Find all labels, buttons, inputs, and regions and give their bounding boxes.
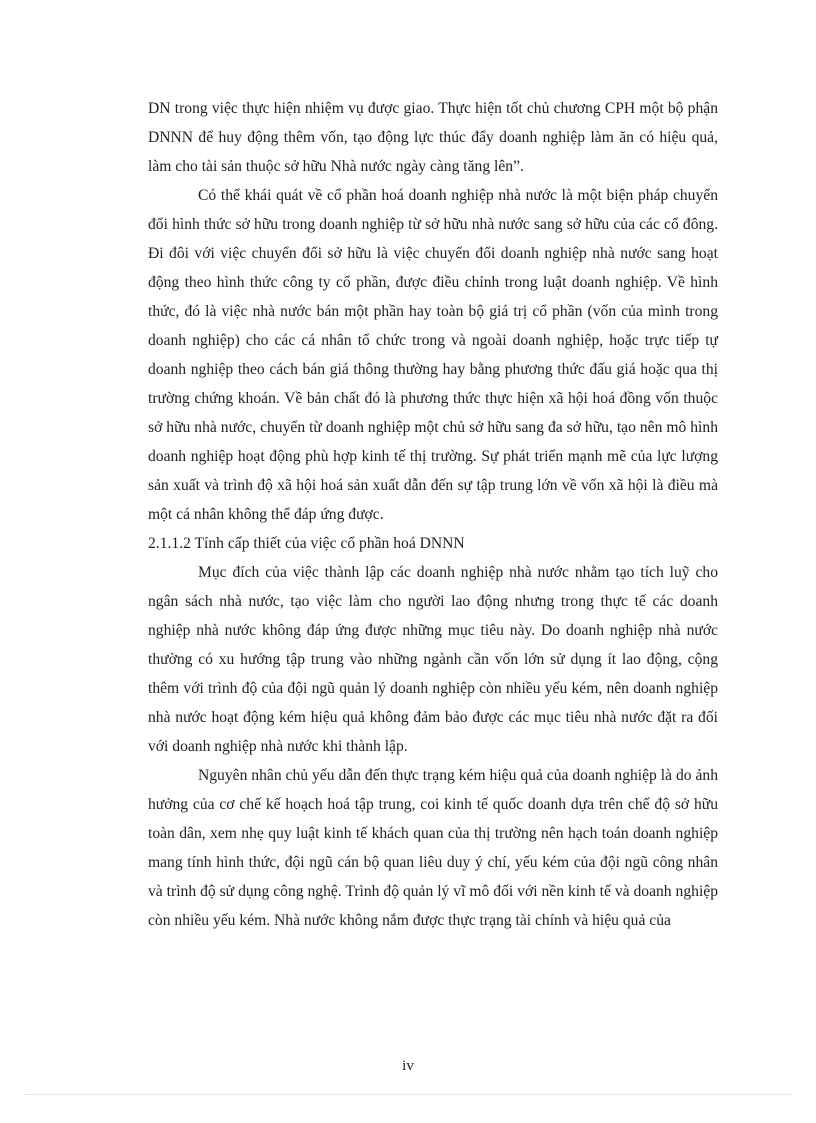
paragraph-causes: Nguyên nhân chủ yếu dẫn đến thực trạng kém hiệu quả của doanh nghiệp là do ảnh hưởng của cơ chế kế hoạch hoá tập trung, coi kinh tế quốc doanh dựa trên chế độ sở hữu toàn dân, xem nhẹ quy luật kinh tế khách quan của thị trường nên hạch toán doanh nghiệp mang tính hình thức, đội ngũ cán bộ quan liêu duy ý chí, yếu kém của đội ngũ công nhân và trình độ sử dụng công nghệ. Trình độ quản lý vĩ mô đối với nền kinh tế và doanh nghiệp còn nhiều yếu kém. Nhà nước không nắm được thực trạng tài chính và hiệu quả của xyxy=(148,767,718,929)
body-text xyxy=(148,94,718,935)
section-heading: 2.1.1.2 Tính cấp thiết của việc cổ phần hoá DNNN xyxy=(148,535,465,552)
page-bottom-divider xyxy=(24,1094,792,1095)
page-number: iv xyxy=(402,1058,414,1074)
paragraph-continuation: DN trong việc thực hiện nhiệm vụ được giao. Thực hiện tốt chủ chương CPH một bộ phận DNNN để huy động thêm vốn, tạo động lực thúc đẩy doanh nghiệp làm ăn có hiệu quả, làm cho tài sản thuộc sở hữu Nhà nước ngày càng tăng lên”. xyxy=(148,100,718,175)
paragraph-definition: Có thể khái quát về cổ phần hoá doanh nghiệp nhà nước là một biện pháp chuyển đổi hình thức sở hữu trong doanh nghiệp từ sở hữu nhà nước sang sở hữu của các cổ đông. Đi đôi với việc chuyển đổi sở hữu là việc chuyển đổi doanh nghiệp nhà nước sang hoạt động theo hình thức công ty cổ phần, được điều chỉnh trong luật doanh nghiệp. Về hình thức, đó là việc nhà nước bán một phần hay toàn bộ giá trị cổ phần (vốn của mình trong doanh nghiệp) cho các cá nhân tổ chức trong và ngoài doanh nghiệp, hoặc trực tiếp tự doanh nghiệp theo cách bán giá thông thường hay bằng phương thức đấu giá hoặc qua thị trường chứng khoán. Về bản chất đó là phương thức thực hiện xã hội hoá đồng vốn thuộc sở hữu nhà nước, chuyển từ doanh nghiệp một chủ sở hữu sang đa sở hữu, tạo nên mô hình doanh nghiệp hoạt động phù hợp kinh tế thị trường. Sự phát triển mạnh mẽ của lực lượng sản xuất và trình độ xã hội hoá sản xuất dẫn đến sự tập trung lớn về vốn xã hội là điều mà một cá nhân không thể đáp ứng được. xyxy=(148,187,718,523)
paragraph-purpose: Mục đích của việc thành lập các doanh nghiệp nhà nước nhằm tạo tích luỹ cho ngân sách nhà nước, tạo việc làm cho người lao động nhưng trong thực tế các doanh nghiệp nhà nước không đáp ứng được những mục tiêu này. Do doanh nghiệp nhà nước thường có xu hướng tập trung vào những ngành cần vốn lớn sử dụng ít lao động, cộng thêm với trình độ của đội ngũ quản lý doanh nghiệp còn nhiều yếu kém, nên doanh nghiệp nhà nước hoạt động kém hiệu quả không đảm bảo được các mục tiêu nhà nước đặt ra đối với doanh nghiệp nhà nước khi thành lập. xyxy=(148,564,718,755)
